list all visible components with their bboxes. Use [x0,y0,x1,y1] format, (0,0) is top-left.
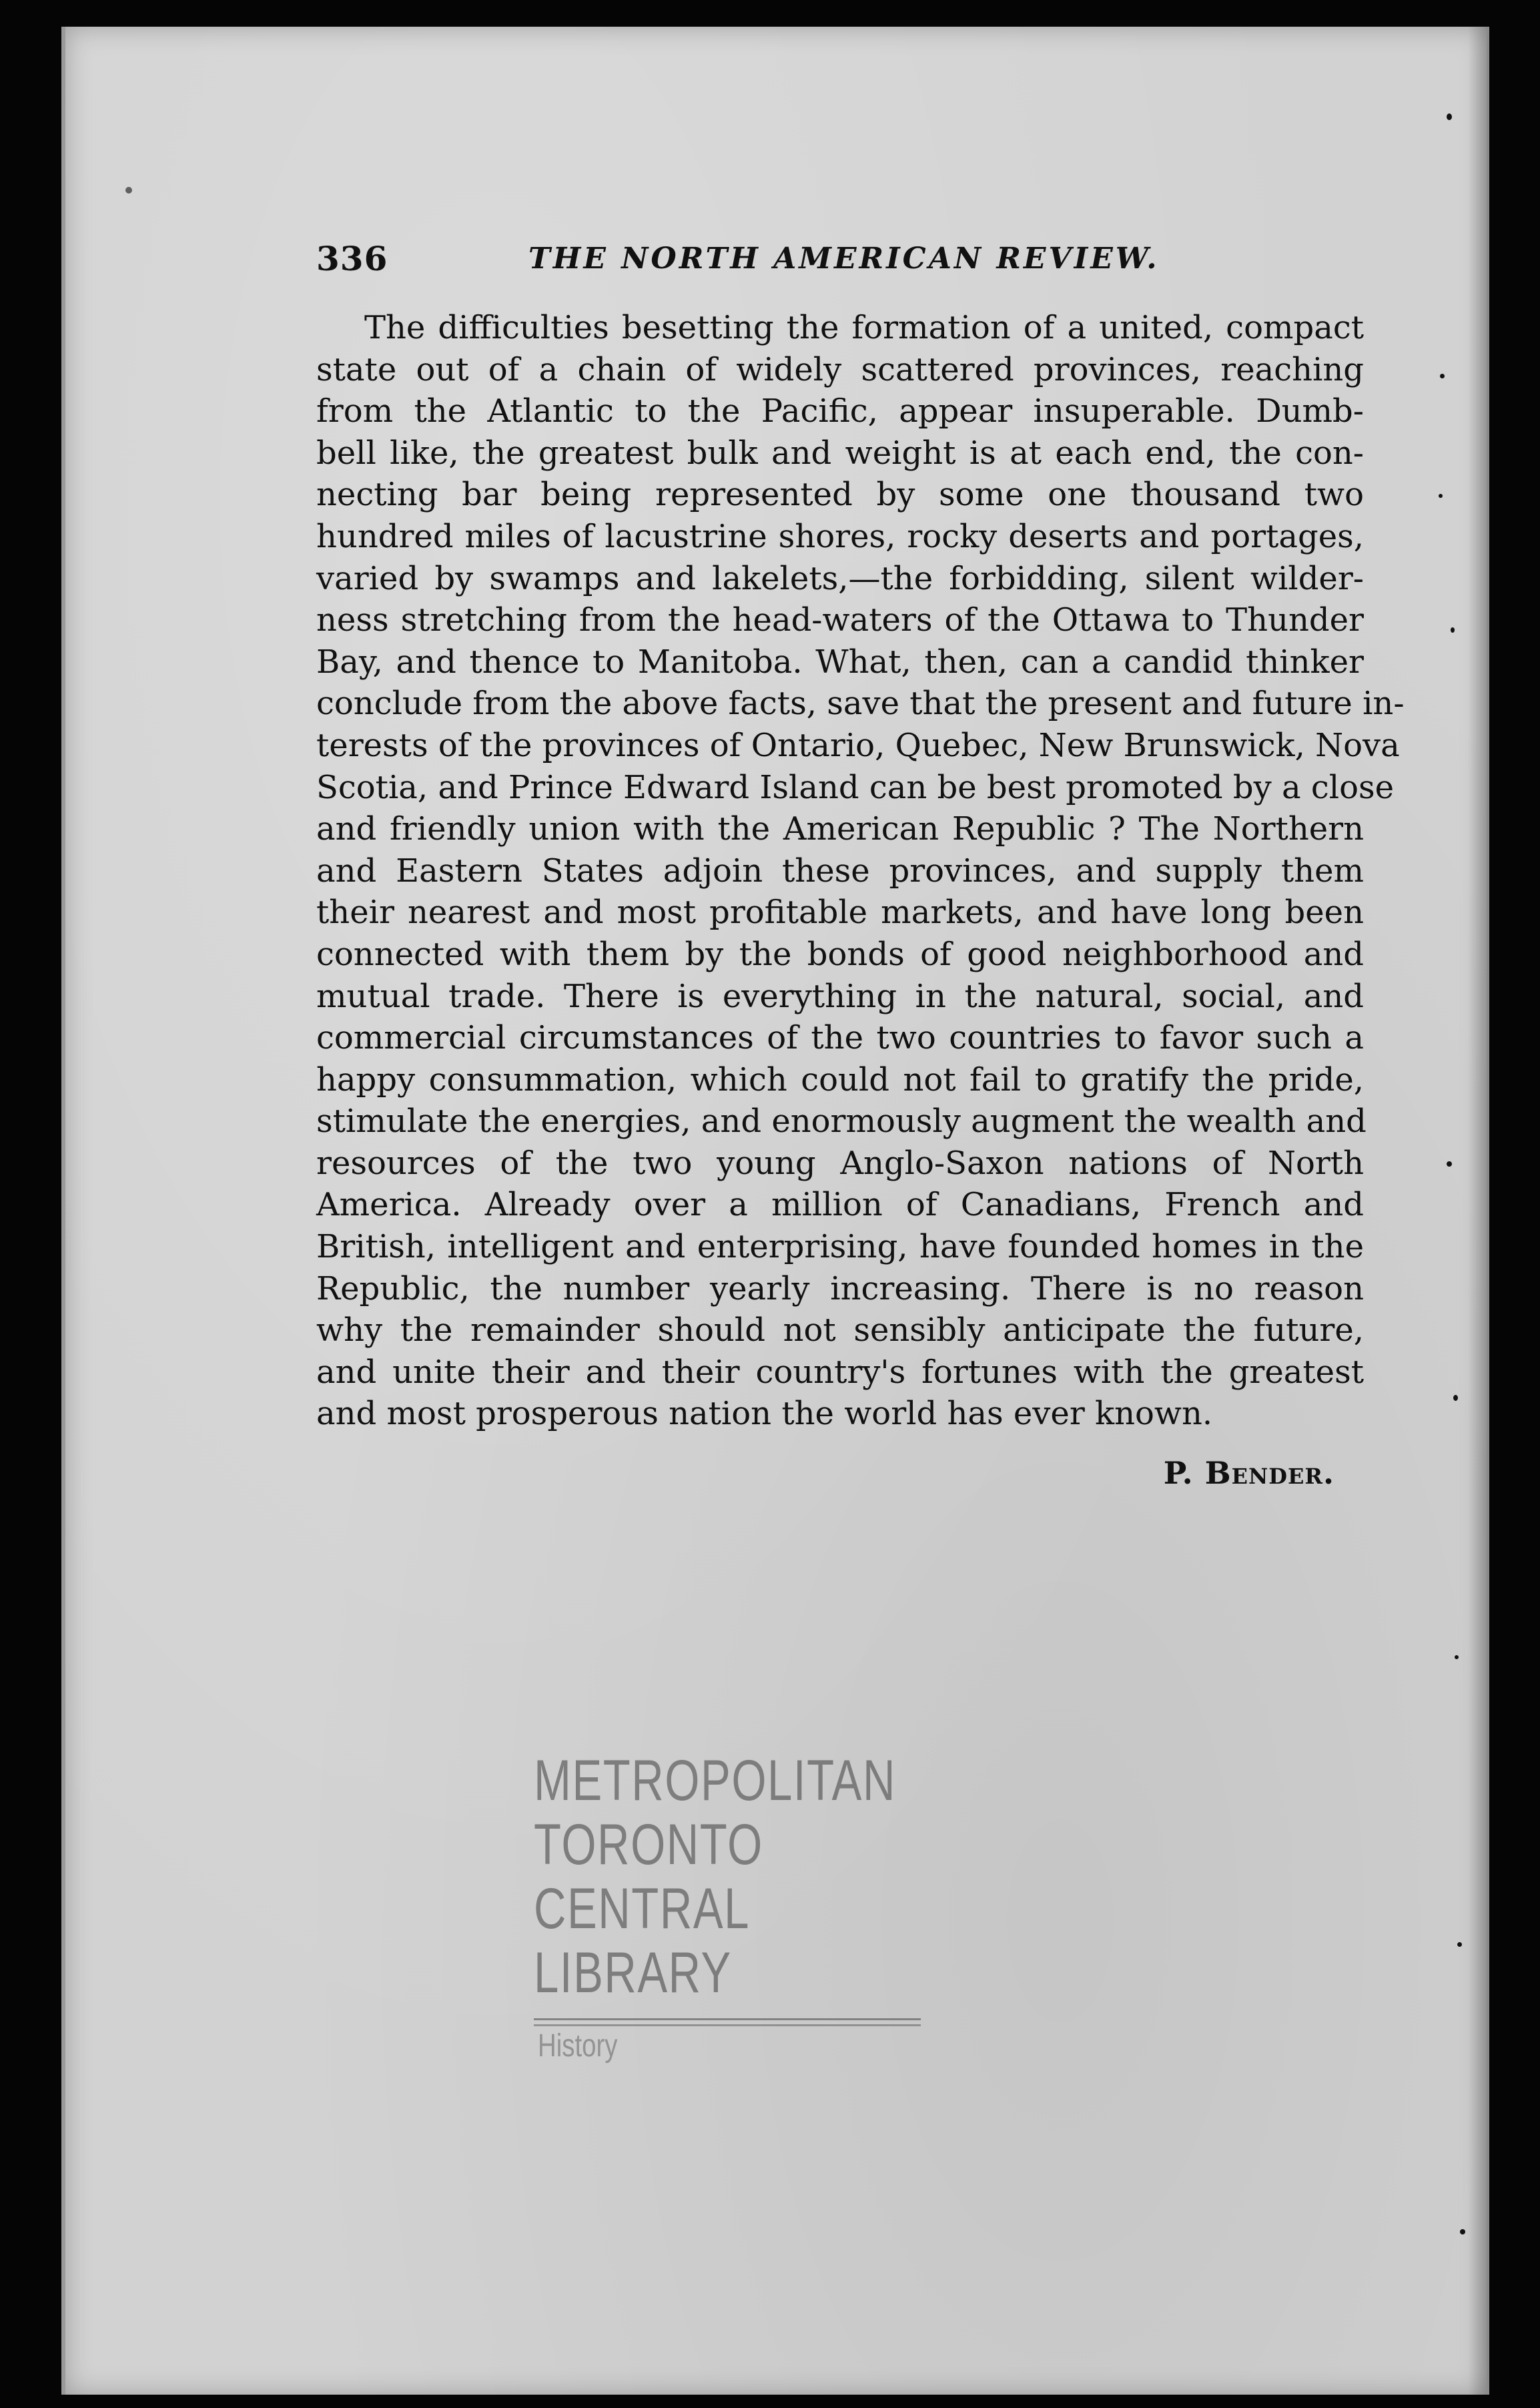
text-line: necting bar being represented by some one thousand two [316,476,1364,514]
text-line: Scotia, and Prince Edward Island can be best promoted by a close [316,768,1395,806]
text-line: Bay, and thence to Manitoba. What, then, can a candid thinker [316,643,1364,681]
text-line: conclude from the above facts, save that the present and future in- [316,685,1405,723]
text-line: why the remainder should not sensibly anticipate the future, [316,1311,1364,1349]
text-line: happy consummation, which could not fail to gratify the pride, [316,1061,1364,1099]
text-line: stimulate the energies, and enormously augment the wealth and [316,1103,1367,1141]
text-line: hundred miles of lacustrine shores, rocky deserts and portages, [316,517,1364,555]
stamp-line: METROPOLITAN [534,1749,896,1813]
library-stamp [534,1749,961,2096]
text-line: and Eastern States adjoin these provinces, and supply them [316,852,1364,890]
text-line: varied by swamps and lakelets,—the forbidding, silent wilder- [316,559,1364,597]
stamp-subline: History [538,2028,618,2064]
text-line: state out of a chain of widely scattered provinces, reaching [316,350,1364,388]
article-paragraph [316,307,1405,1435]
page-number: 336 [316,239,388,278]
text-line: America. Already over a million of Canadians, French and [316,1186,1364,1224]
text-line: commercial circumstances of the two countries to favor such a [316,1019,1364,1057]
stamp-line: CENTRAL [534,1877,751,1941]
text-line: their nearest and most profitable markets, and have long been [316,894,1364,932]
text-line: Republic, the number yearly increasing. There is no reason [316,1269,1364,1307]
text-line: resources of the two young Anglo-Saxon nations of North [316,1144,1364,1182]
text-line: mutual trade. There is everything in the natural, social, and [316,977,1364,1015]
text-line: and friendly union with the American Republic ? The Northern [316,810,1364,848]
stamp-line: LIBRARY [534,1941,732,2005]
text-line: connected with them by the bonds of good neighborhood and [316,935,1364,973]
text-line: The difficulties besetting the formation of a united, compact [364,309,1364,346]
running-head [316,239,1317,292]
text-line: and most prosperous nation the world has ever known. [316,1395,1213,1433]
text-line: from the Atlantic to the Pacific, appear insuperable. Dumb- [316,392,1364,430]
text-line: and unite their and their country's fortunes with the greatest [316,1353,1364,1391]
stamp-line: TORONTO [534,1813,763,1877]
text-line: terests of the provinces of Ontario, Quebec, New Brunswick, Nova [316,726,1400,764]
journal-title: THE NORTH AMERICAN REVIEW. [528,242,1160,276]
text-line: ness stretching from the head-waters of the Ottawa to Thunder [316,601,1364,639]
author-signature: P. Bender. [1163,1455,1334,1491]
text-line: British, intelligent and enterprising, have founded homes in the [316,1228,1364,1266]
stamp-rule [534,2018,921,2026]
text-line: bell like, the greatest bulk and weight is at each end, the con- [316,434,1364,472]
